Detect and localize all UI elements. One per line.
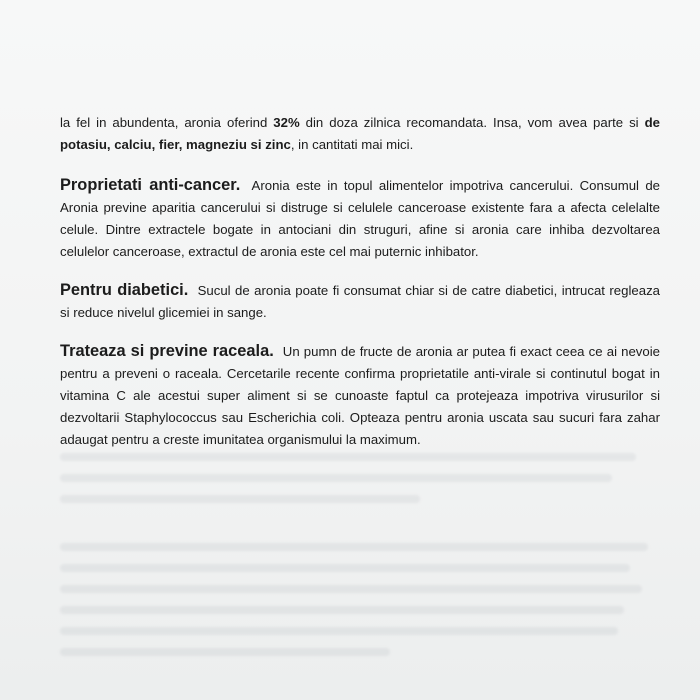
section-diabetici	[60, 279, 660, 324]
section-text: Sucul de aronia poate fi consumat chiar si de catre diabetici, intrucat regleaza si reduce nivelul glicemiei in sange.	[60, 283, 660, 320]
section-title: Pentru diabetici.	[60, 281, 194, 299]
intro-bold-1: 32%	[273, 115, 300, 130]
intro-text-3: , in cantitati mai mici.	[290, 137, 414, 152]
intro-text-2: din doza zilnica recomandata. Insa, vom avea parte si	[299, 115, 645, 130]
section-text: Aronia este in topul alimentelor impotriva cancerului. Consumul de Aronia previne aparitia cancerului si distruge si celulele canceroase existente fara a afecta celelalte celule. Dintre extractele bogate in antociani din struguri, afine si aronia care inhiba dezvoltarea celulelor canceroase, extractul de aronia este cel mai puternic inhibator.	[60, 178, 661, 259]
section-raceala	[60, 340, 660, 451]
section-title: Proprietati anti-cancer.	[60, 176, 248, 194]
intro-paragraph	[60, 112, 660, 156]
section-anti-cancer	[60, 174, 660, 263]
intro-text-1: la fel in abundenta, aronia oferind	[60, 115, 274, 130]
document-content	[60, 112, 660, 451]
bleed-through-text	[60, 440, 660, 674]
section-title: Trateaza si previne raceala.	[60, 342, 279, 360]
intro-bold-2: de potasiu, calciu, fier, magneziu si zinc	[60, 115, 660, 152]
section-text: Un pumn de fructe de aronia ar putea fi exact ceea ce ai nevoie pentru a preveni o raceala. Cercetarile recente confirma proprietatile anti-virale si continutul bogat in vitamina C ale acestui super aliment si se cunoaste faptul ca protejeaza impotriva virusurilor si dezvoltarii Staphylococcus sau Escherichia coli. Opteaza pentru aronia uscata sau sucuri fara zahar adaugat pentru a creste imunitatea organismului la maximum.	[60, 344, 661, 447]
